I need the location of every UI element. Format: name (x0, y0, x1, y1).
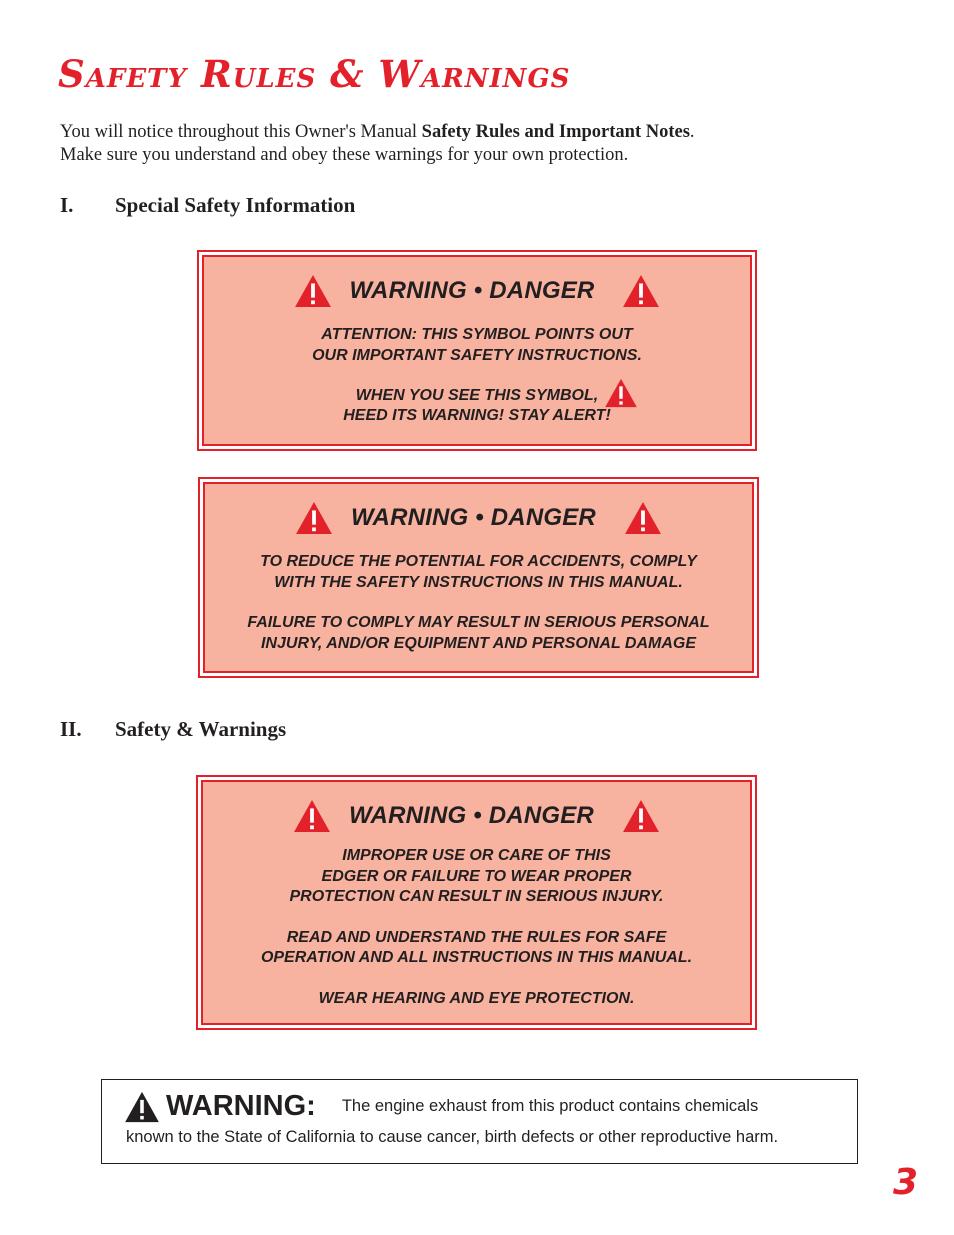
california-warning-line1 (124, 1090, 758, 1123)
warning-body (204, 325, 750, 427)
warning-line: OUR IMPORTANT SAFETY INSTRUCTIONS. (312, 346, 642, 364)
page-number: 3 (893, 1162, 919, 1203)
warning-line: ATTENTION: THIS SYMBOL POINTS OUT (321, 326, 633, 343)
section-label: Special Safety Information (115, 193, 356, 217)
intro-paragraph (60, 121, 900, 167)
intro-line2: Make sure you understand and obey these warnings for your own protection. (60, 145, 629, 165)
warning-line: INJURY, AND/OR EQUIPMENT AND PERSONAL DAMAGE (260, 634, 696, 652)
warning-line: HEED ITS WARNING! STAY ALERT! (343, 407, 611, 424)
warning-line: READ AND UNDERSTAND THE RULES FOR SAFE (286, 928, 667, 946)
warning-line: IMPROPER USE OR CARE OF THIS (342, 847, 611, 864)
warning-line: FAILURE TO COMPLY MAY RESULT IN SERIOUS PERSONAL (247, 614, 710, 631)
warning-header-text: WARNING • DANGER (351, 504, 596, 531)
section-label: Safety & Warnings (115, 717, 287, 741)
section-number: I. (60, 193, 74, 217)
warning-box-symbol (197, 250, 757, 451)
warning-header (204, 257, 750, 311)
warning-header (203, 782, 750, 836)
california-warning-text: The engine exhaust from this product contains chemicals (341, 1097, 759, 1115)
california-warning-text: known to the State of California to cause cancer, birth defects or other reproductive harm. (126, 1128, 779, 1146)
warning-line: WITH THE SAFETY INSTRUCTIONS IN THIS MANUAL. (274, 573, 683, 591)
warning-line-with-symbol (316, 378, 638, 406)
section-heading-special-safety (60, 193, 355, 218)
warning-header-text: WARNING • DANGER (349, 802, 594, 829)
warning-box-inner (203, 482, 754, 673)
california-warning-label: WARNING: (166, 1090, 316, 1122)
warning-line: OPERATION AND ALL INSTRUCTIONS IN THIS MANUAL. (260, 949, 693, 966)
warning-body (203, 846, 750, 1009)
warning-line: EDGER OR FAILURE TO WEAR PROPER (321, 867, 632, 885)
warning-line: PROTECTION CAN RESULT IN SERIOUS INJURY. (289, 888, 664, 905)
warning-triangle-icon (295, 501, 333, 535)
warning-box-improper-use (196, 775, 757, 1030)
warning-box-inner (202, 255, 752, 446)
intro-bold-text: Safety Rules and Important Notes (421, 122, 690, 142)
section-number: II. (60, 717, 82, 741)
section-heading-safety-warnings (60, 717, 286, 742)
california-warning-box (101, 1079, 858, 1164)
warning-triangle-icon (622, 274, 660, 308)
warning-triangle-icon (622, 799, 660, 833)
warning-triangle-icon (293, 799, 331, 833)
warning-line: WHEN YOU SEE THIS SYMBOL, (355, 386, 599, 404)
warning-line: TO REDUCE THE POTENTIAL FOR ACCIDENTS, COMPLY (260, 553, 697, 570)
warning-header-text: WARNING • DANGER (349, 277, 595, 304)
warning-box-inner (201, 780, 752, 1025)
intro-text-before: You will notice throughout this Owner's Manual (60, 122, 422, 142)
warning-body (205, 552, 752, 654)
warning-box-accidents (198, 477, 759, 678)
page-title: Safety Rules & Warnings (58, 52, 571, 96)
warning-line: WEAR HEARING AND EYE PROTECTION. (318, 989, 635, 1007)
warning-triangle-black-icon (124, 1091, 160, 1123)
warning-triangle-icon (294, 274, 332, 308)
warning-triangle-icon (624, 501, 662, 535)
warning-triangle-icon (604, 378, 638, 408)
warning-header (205, 484, 752, 538)
intro-text-after: . (689, 122, 695, 142)
